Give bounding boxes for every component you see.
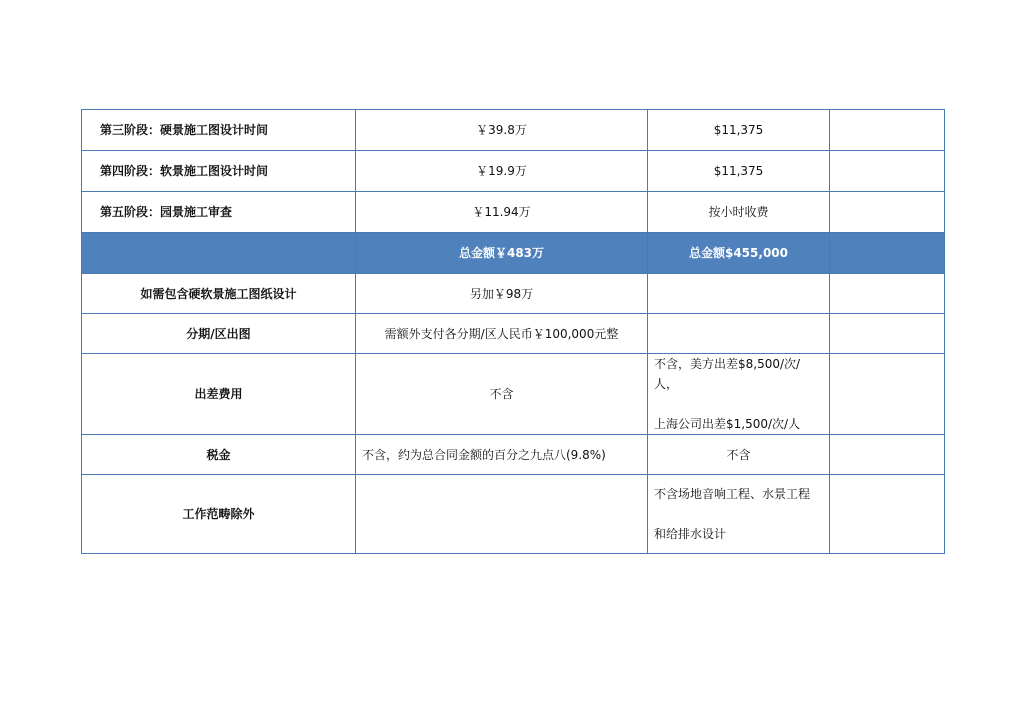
tax-cny-note: 不含，约为总合同金额的百分之九点八(9.8%): [356, 435, 648, 475]
exclusions-line-2: 和给排水设计: [654, 527, 727, 541]
stage-5-cny-fee: ￥11.94万: [356, 192, 648, 233]
stage-5-label: 第五阶段：园景施工审查: [82, 192, 356, 233]
tax-usd-note: 不含: [648, 435, 830, 475]
phased-drawings-cny-fee: 需额外支付各分期/区人民币￥100,000元整: [356, 314, 648, 354]
table-row-stage-4: [82, 151, 945, 192]
exclusions-usd-note: [648, 475, 830, 554]
table-row-stage-5: [82, 192, 945, 233]
stage-5-usd-fee: 按小时收费: [648, 192, 830, 233]
drawing-option-extra-cell: [830, 274, 945, 314]
stage-4-label: 第四阶段：软景施工图设计时间: [82, 151, 356, 192]
total-extra-cell: [830, 233, 945, 274]
stage-3-label: 第三阶段：硬景施工图设计时间: [82, 110, 356, 151]
stage-3-extra-cell: [830, 110, 945, 151]
travel-usd-fee: [648, 354, 830, 435]
phased-drawings-extra-cell: [830, 314, 945, 354]
drawing-option-label: 如需包含硬软景施工图纸设计: [82, 274, 356, 314]
table-row-travel: [82, 354, 945, 435]
stage-3-cny-fee: ￥39.8万: [356, 110, 648, 151]
tax-label: 税金: [82, 435, 356, 475]
exclusions-line-1: 不含场地音响工程、水景工程: [654, 487, 811, 501]
table-row-tax: [82, 435, 945, 475]
table-row-phased-drawings: [82, 314, 945, 354]
travel-label: 出差费用: [82, 354, 356, 435]
travel-usd-line-2: 上海公司出差$1,500/次/人: [654, 417, 801, 431]
stage-5-extra-cell: [830, 192, 945, 233]
table-row-drawing-option: [82, 274, 945, 314]
stage-4-extra-cell: [830, 151, 945, 192]
total-cny-amount: 总金额￥483万: [356, 233, 648, 274]
drawing-option-cny-fee: 另加￥98万: [356, 274, 648, 314]
phased-drawings-usd-fee: [648, 314, 830, 354]
travel-cny-fee: 不含: [356, 354, 648, 435]
total-row: [82, 233, 945, 274]
table-row-stage-3: [82, 110, 945, 151]
tax-extra-cell: [830, 435, 945, 475]
table-row-exclusions: [82, 475, 945, 554]
stage-3-usd-fee: $11,375: [648, 110, 830, 151]
phased-drawings-label: 分期/区出图: [82, 314, 356, 354]
total-usd-amount: 总金额$455,000: [648, 233, 830, 274]
exclusions-cny-cell: [356, 475, 648, 554]
exclusions-extra-cell: [830, 475, 945, 554]
exclusions-label: 工作范畴除外: [82, 475, 356, 554]
stage-4-cny-fee: ￥19.9万: [356, 151, 648, 192]
travel-usd-line-1: 不含，美方出差$8,500/次/人，: [654, 357, 801, 391]
fee-table: [81, 109, 945, 554]
stage-4-usd-fee: $11,375: [648, 151, 830, 192]
drawing-option-usd-fee: [648, 274, 830, 314]
travel-extra-cell: [830, 354, 945, 435]
total-label: [82, 233, 356, 274]
